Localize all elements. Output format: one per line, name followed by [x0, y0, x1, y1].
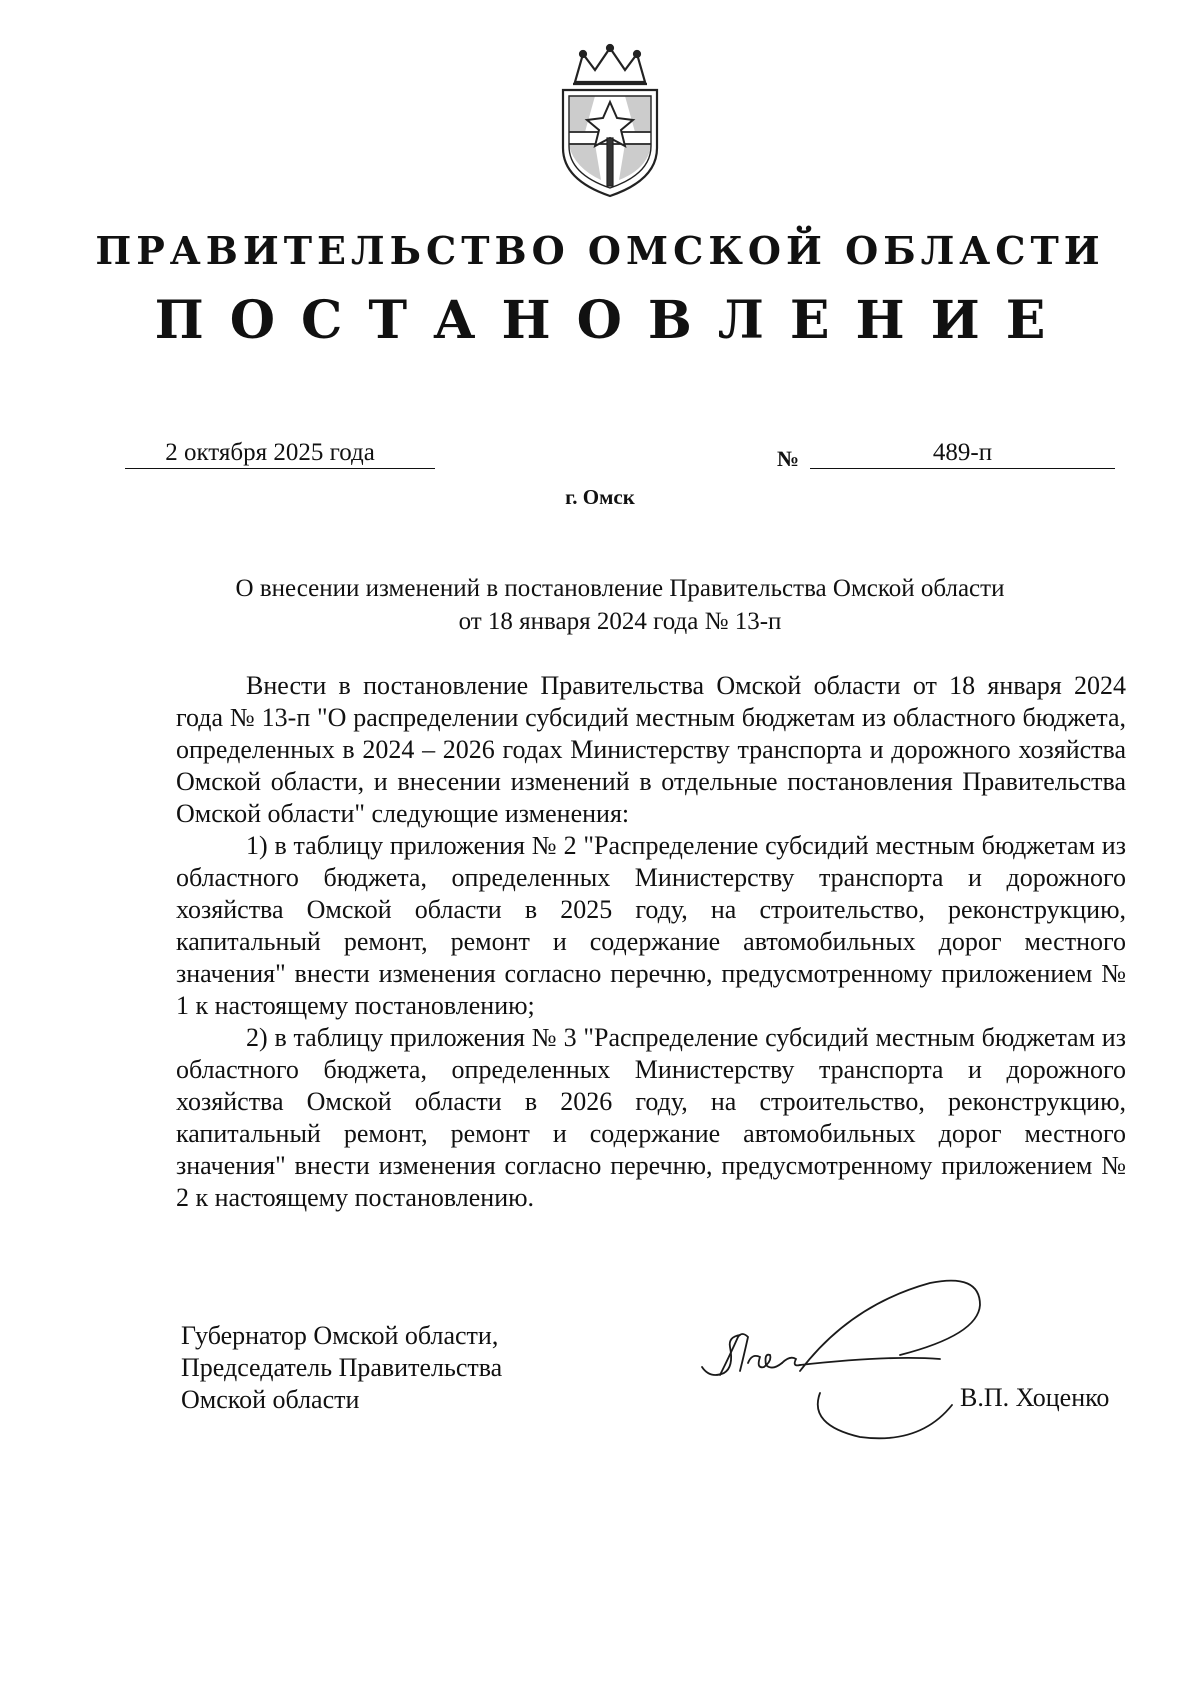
- body-intro-paragraph: Внести в постановление Правительства Омской области от 18 января 2024 года № 13-п "О распределении субсидий местным бюджетам из областного бюджета, определенных в 2024 – 2026 годах Министерству транспорта и дорожного хозяйства Омской области, и внесении изменений в отдельные постановления Правительства Омской области" следующие изменения:: [176, 671, 1126, 828]
- number-label: №: [777, 446, 800, 471]
- signer-position-line-3: Омской области: [181, 1385, 360, 1414]
- organization-title: ПРАВИТЕЛЬСТВО ОМСКОЙ ОБЛАСТИ: [95, 228, 1105, 273]
- handwritten-signature: [700, 1275, 1000, 1445]
- subject-line-1: О внесении изменений в постановление Правительства Омской области: [235, 575, 1005, 602]
- coat-of-arms-icon: [545, 40, 675, 200]
- body-item-1: 1) в таблицу приложения № 2 "Распределение субсидий местным бюджетам из областного бюджета, определенных Министерству транспорта и дорожного хозяйства Омской области в 2025 году, на строительство, реконструкцию, капитальный ремонт, ремонт и содержание автомобильных дорог местного значения" внести изменения согласно перечню, предусмотренному приложением № 1 к настоящему постановлению;: [176, 831, 1126, 1020]
- signer-name: В.П. Хоценко: [960, 1383, 1110, 1412]
- signer-position-line-1: Губернатор Омской области,: [181, 1321, 499, 1350]
- document-city: г. Омск: [565, 485, 635, 509]
- signer-position-line-2: Председатель Правительства: [181, 1353, 503, 1382]
- document-number: 489-п: [810, 438, 1115, 469]
- signer-position: [181, 1320, 502, 1416]
- document-subject: [150, 572, 1090, 638]
- subject-line-2: от 18 января 2024 года № 13-п: [458, 608, 782, 635]
- document-body: [176, 670, 1126, 1214]
- document-date: 2 октября 2025 года: [125, 438, 435, 469]
- document-type-title: ПОСТАНОВЛЕНИЕ: [154, 290, 1072, 351]
- body-item-2: 2) в таблицу приложения № 3 "Распределение субсидий местным бюджетам из областного бюджета, определенных Министерству транспорта и дорожного хозяйства Омской области в 2026 году, на строительство, реконструкцию, капитальный ремонт, ремонт и содержание автомобильных дорог местного значения" внести изменения согласно перечню, предусмотренному приложением № 2 к настоящему постановлению.: [176, 1023, 1126, 1212]
